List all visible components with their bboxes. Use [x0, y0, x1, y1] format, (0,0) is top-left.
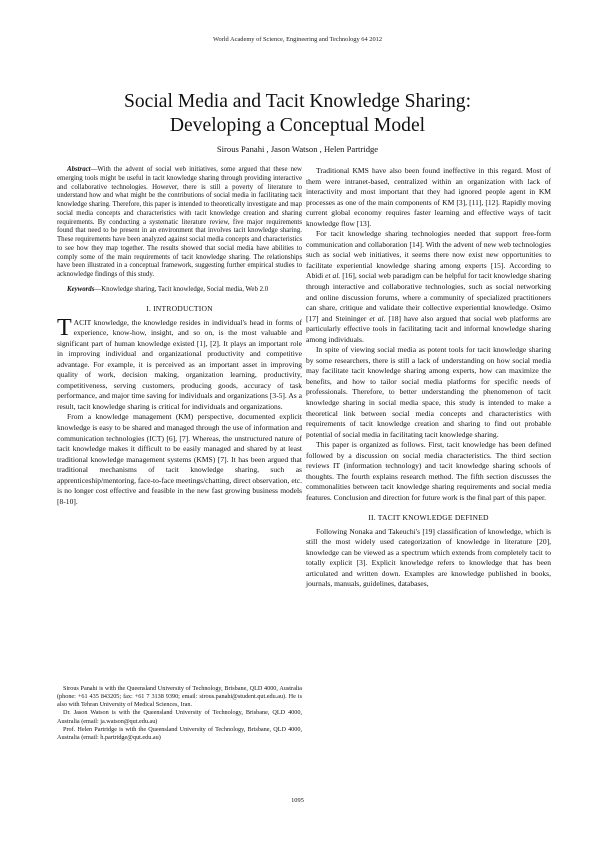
- intro-paragraph-1: [57, 314, 302, 413]
- keywords: [57, 286, 302, 295]
- introduction-section: [57, 304, 302, 508]
- intro-paragraph-2: From a knowledge management (KM) perspective, documented explicit knowledge is easy to be shared and managed through the use of information and communication technologies (ICT) [6], [7]. Whereas, the unstructured nature of tacit knowledge makes it difficult to be easily managed and shared by at least traditional knowledge management systems (KMS) [7]. It has been argued that traditional mechanisms of tacit knowledge sharing, such as apprenticeship/mentoring, face-to-face meetings/chatting, direct observation, etc. is no longer cost effective and feasible in the new fast growing business models [8-10].: [57, 412, 302, 506]
- paper-title: [60, 90, 535, 138]
- et-al-2: et al.: [369, 313, 386, 323]
- author-list: Sirous Panahi , Jason Watson , Helen Partridge: [216, 144, 379, 154]
- drop-cap: T: [57, 314, 72, 341]
- left-column: [57, 166, 302, 507]
- right-paragraph-2: [306, 229, 551, 345]
- right-paragraph-2-part-a: For tacit knowledge sharing technologies needed that support free-form communication and collaboration [14]. With the advent of new web technologies such as social web initiatives, it seems there now exist new opportunities to facilitate experiential knowledge sharing among experts [15]. According to Abidi: [306, 229, 551, 281]
- footnote-1: Sirous Panahi is with the Queensland University of Technology, Brisbane, QLD 4000, Australia (phone: +61 435 843205; fax: +61 7 3138 9390; email: sirous.panahi@student.qut.edu.au). He is also with Tehran University of Medical Sciences, Iran.: [57, 685, 302, 709]
- et-al-1: et al.: [325, 271, 341, 281]
- title-line-2: Developing a Conceptual Model: [169, 115, 426, 136]
- right-paragraph-2-part-c: [18] have also argued that social web platforms are particularly effective tools in facilitating tacit and informal knowledge sharing among individuals.: [306, 313, 551, 344]
- abstract-label: Abstract: [67, 166, 91, 173]
- right-paragraph-4: This paper is organized as follows. First, tacit knowledge has been defined followed by a discussion on social media characteristics. The third section reviews IT (information technology) and tacit knowledge sharing schools of thoughts. The fourth explains research method. The fifth section discusses the commonalities between tacit knowledge sharing requirements and social media features. Conclusion and direction for future work is the final part of this paper.: [306, 440, 551, 502]
- abstract-text: —With the advent of social web initiatives, some argued that these new emerging tools might be useful in tacit knowledge sharing through providing interactive and collaborative technologies. However, there is still a poverty of literature to understand how and what might be the contributions of social media in facilitating tacit knowledge sharing. Therefore, this paper is intended to theoretically investigate and map social media concepts and characteristics with tacit knowledge creation and sharing requirements. By conducting a systematic literature review, five major requirements found that need to be present in an environment that involves tacit knowledge sharing. These requirements have been analyzed against social media concepts and characteristics to see how they map together. The results showed that social media have abilities to comply some of the main requirements of tacit knowledge sharing. The relationships have been illustrated in a conceptual framework, suggesting further empirical studies to acknowledge findings of this study.: [57, 166, 302, 278]
- right-paragraph-5: Following Nonaka and Takeuchi's [19] classification of knowledge, which is still the most widely used categorization of knowledge in literature [20], knowledge can be viewed as a spectrum which extends from completely tacit to totally explicit [3]. Explicit knowledge refers to knowledge that has been articulated and written down. Examples are knowledge published in books, journals, manuals, guidelines, databases,: [306, 526, 551, 589]
- author-footnotes: [57, 685, 302, 742]
- right-paragraph-2-part-b: [16], social web paradigm can be helpful for tacit knowledge sharing through interactive and collaborative technologies, such as social networking and online discussion forums, where a community of specialized practitioners can share, critique and validate their collective experiential knowledge. Osimo [17] and Steininger: [306, 271, 552, 323]
- right-paragraph-1: Traditional KMS have also been found ineffective in this regard. Most of them were intranet-based, centralized within an organization with lack of interactivity and most important that they had ignored people agent in KM processes as one of the main components of KM [3], [11], [12]. Rapidly moving current global economy requires faster learning and effective ways of tacit knowledge flow [13].: [306, 166, 551, 228]
- footnote-3: Prof. Helen Partridge is with the Queensland University of Technology, Brisbane, QLD 4000, Australia (email: h.partridge@qut.edu.au): [57, 725, 302, 741]
- keywords-label: Keywords: [67, 285, 95, 293]
- title-line-1: Social Media and Tacit Knowledge Sharing:: [123, 91, 472, 112]
- footnote-2: Dr. Jason Watson is with the Queensland University of Technology, Brisbane, QLD 4000, Australia (email: ja.watson@qut.edu.au): [57, 709, 302, 725]
- abstract: [57, 166, 302, 280]
- right-column: [306, 166, 551, 590]
- intro-paragraph-1-text: ACIT knowledge, the knowledge resides in individual's head in forms of experience, know-how, insight, and so on, is the most valuable and significant part of human knowledge existed [1], [2]. It plays an important role in improving individual and organizational productivity and competitive advantage. For example, it is perceived as an important asset in improving quality of work, decision making, organization learning, productivity, competitiveness, serving customers, producing goods, accuracy of task performance, and major time saving for individuals and organizations [3-5]. As a result, tacit knowledge sharing is critical for individuals and organizations.: [57, 317, 302, 411]
- running-header: World Academy of Science, Engineering and Technology 64 2012: [212, 36, 383, 43]
- page-number: 1095: [291, 797, 304, 804]
- tacit-knowledge-defined-heading: II. TACIT KNOWLEDGE DEFINED: [368, 512, 489, 522]
- right-paragraph-3: In spite of viewing social media as potent tools for tacit knowledge sharing by some researchers, there is still a lack of understanding on how social media may facilitate tacit knowledge sharing among experts, how can maximize the benefits, and how to tailor social media platforms for specific needs of professionals. Therefore, to better understanding the phenomenon of tacit knowledge sharing in social media space, this study is intended to make a theoretical link between social media concepts and characteristics with requirements of tacit knowledge creation and sharing to find out probable potential of social media in facilitating tacit knowledge sharing.: [306, 345, 551, 439]
- keywords-text: —Knowledge sharing, Tacit knowledge, Social media, Web 2.0: [94, 285, 269, 293]
- introduction-heading: I. INTRODUCTION: [146, 303, 213, 313]
